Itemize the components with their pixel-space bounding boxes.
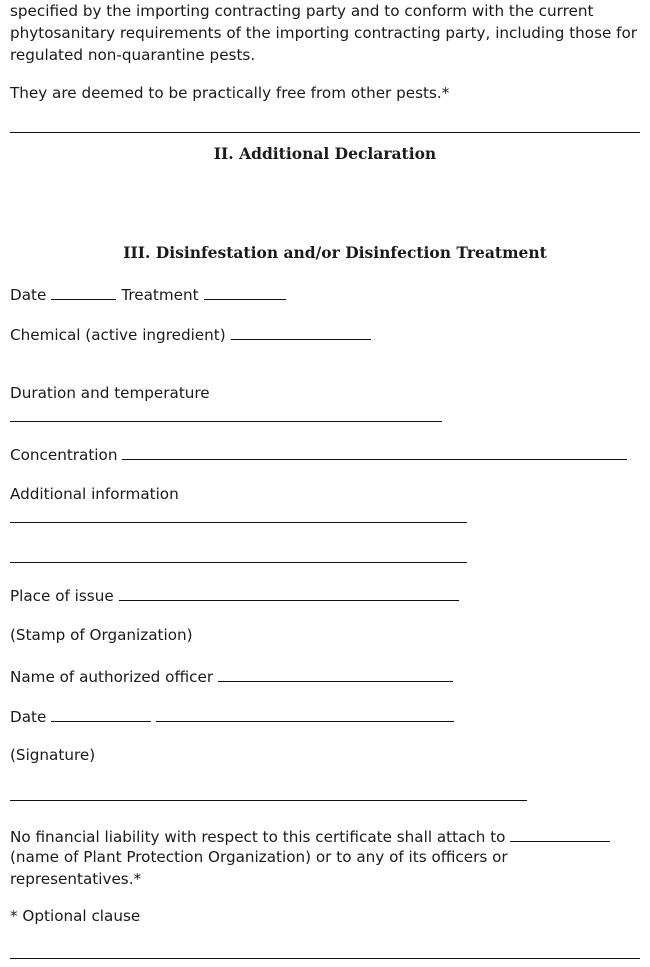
chemical-row [10, 324, 371, 344]
treatment-date-label: Date [10, 286, 47, 304]
liability-line-1 [10, 826, 610, 846]
liability-line-3: representatives.* [10, 870, 142, 888]
concentration-label: Concentration [10, 446, 118, 464]
chemical-field[interactable] [231, 324, 371, 340]
duration-label: Duration and temperature [10, 384, 210, 402]
place-of-issue-row [10, 585, 459, 605]
stamp-label: (Stamp of Organization) [10, 626, 193, 644]
issue-date-extra-field[interactable] [156, 706, 454, 722]
issue-date-row [10, 706, 454, 726]
intro-paragraph: specified by the importing contracting party and to conform with the current phytosanitary requirements of the importing contracting party, including those for regulated non-quarantine pests. [10, 2, 638, 64]
issue-date-label: Date [10, 708, 47, 726]
treatment-date-row [10, 284, 286, 304]
treatment-date-field[interactable] [51, 284, 116, 300]
concentration-row [10, 444, 627, 464]
optional-clause-note: * Optional clause [10, 907, 141, 925]
officer-row [10, 666, 453, 686]
place-of-issue-label: Place of issue [10, 587, 114, 605]
signature-field[interactable] [10, 800, 527, 801]
section-heading-additional-declaration: II. Additional Declaration [213, 144, 437, 163]
officer-field[interactable] [218, 666, 453, 682]
concentration-field[interactable] [122, 444, 627, 460]
additional-info-field-1[interactable] [10, 522, 467, 523]
duration-field[interactable] [10, 421, 442, 422]
liability-line-2: (name of Plant Protection Organization) or to any of its officers or [10, 848, 508, 866]
officer-label: Name of authorized officer [10, 668, 214, 686]
issue-date-field[interactable] [51, 706, 151, 722]
liability-text-1: No financial liability with respect to this certificate shall attach to [10, 828, 506, 846]
place-of-issue-field[interactable] [119, 585, 459, 601]
treatment-field[interactable] [204, 284, 286, 300]
treatment-label: Treatment [121, 286, 199, 304]
section-heading-treatment: III. Disinfestation and/or Disinfection Treatment [123, 243, 547, 262]
additional-info-field-2[interactable] [10, 562, 467, 563]
chemical-label: Chemical (active ingredient) [10, 326, 226, 344]
signature-label: (Signature) [10, 746, 96, 764]
section-divider-top [10, 132, 640, 133]
free-from-pests-statement: They are deemed to be practically free from other pests.* [10, 84, 450, 102]
section-divider-bottom [10, 958, 640, 959]
organization-field[interactable] [510, 826, 610, 842]
additional-info-label: Additional information [10, 485, 179, 503]
